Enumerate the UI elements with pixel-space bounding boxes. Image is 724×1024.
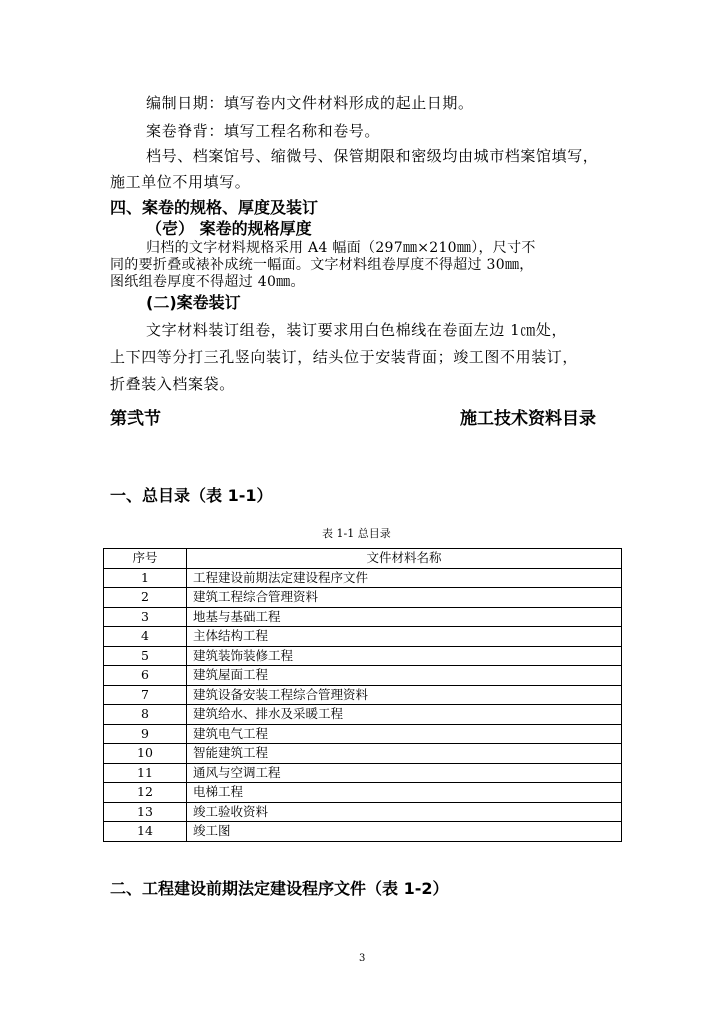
table-row <box>104 705 622 725</box>
catalog-table <box>103 548 622 842</box>
paragraph-archive-numbers-line2: 施工单位不用填写。 <box>110 173 251 191</box>
section-1-heading: 一、总目录（表 1-1） <box>110 486 273 505</box>
table-row <box>104 763 622 783</box>
table-row <box>104 724 622 744</box>
row-serial-number: 4 <box>104 627 187 647</box>
table-row <box>104 822 622 842</box>
row-document-name: 建筑电气工程 <box>187 724 622 744</box>
row-serial-number: 8 <box>104 705 187 725</box>
spec-paragraph-line3: 图纸组卷厚度不得超过 40㎜。 <box>110 274 305 290</box>
row-document-name: 竣工验收资料 <box>187 802 622 822</box>
row-serial-number: 1 <box>104 568 187 588</box>
row-document-name: 智能建筑工程 <box>187 744 622 764</box>
chapter-title: 施工技术资料目录 <box>460 409 596 429</box>
chapter-number: 第弐节 <box>110 409 161 429</box>
row-serial-number: 12 <box>104 783 187 803</box>
row-document-name: 工程建设前期法定建设程序文件 <box>187 568 622 588</box>
row-document-name: 电梯工程 <box>187 783 622 803</box>
section-2-heading: 二、工程建设前期法定建设程序文件（表 1-2） <box>110 879 449 898</box>
row-document-name: 主体结构工程 <box>187 627 622 647</box>
row-serial-number: 9 <box>104 724 187 744</box>
row-serial-number: 10 <box>104 744 187 764</box>
subsection-2-heading: (二)案卷装订 <box>146 293 241 312</box>
table-row <box>104 802 622 822</box>
row-document-name: 建筑给水、排水及采暖工程 <box>187 705 622 725</box>
subsection-1-heading: （壱） 案卷的规格厚度 <box>146 219 312 238</box>
row-document-name: 竣工图 <box>187 822 622 842</box>
header-document-name: 文件材料名称 <box>187 549 622 569</box>
table-row <box>104 568 622 588</box>
table-header-row <box>104 549 622 569</box>
row-serial-number: 3 <box>104 607 187 627</box>
header-serial-number: 序号 <box>104 549 187 569</box>
binding-paragraph-line2: 上下四等分打三孔竖向装订，结头位于安装背面；竣工图不用装订， <box>110 348 579 366</box>
table-row <box>104 607 622 627</box>
row-serial-number: 11 <box>104 763 187 783</box>
row-document-name: 建筑设备安装工程综合管理资料 <box>187 685 622 705</box>
row-serial-number: 14 <box>104 822 187 842</box>
table-caption: 表 1-1 总目录 <box>322 527 391 540</box>
table-row <box>104 627 622 647</box>
paragraph-spine: 案卷脊背：填写工程名称和卷号。 <box>146 122 381 140</box>
table-row <box>104 685 622 705</box>
paragraph-compile-date: 编制日期：填写卷内文件材料形成的起止日期。 <box>146 94 474 112</box>
table-row <box>104 588 622 608</box>
table-row <box>104 646 622 666</box>
row-serial-number: 6 <box>104 666 187 686</box>
row-serial-number: 2 <box>104 588 187 608</box>
binding-paragraph-line3: 折叠装入档案袋。 <box>110 375 235 393</box>
table-row <box>104 666 622 686</box>
row-serial-number: 13 <box>104 802 187 822</box>
row-document-name: 建筑工程综合管理资料 <box>187 588 622 608</box>
paragraph-archive-numbers-line1: 档号、档案馆号、缩微号、保管期限和密级均由城市档案馆填写， <box>146 147 599 165</box>
row-document-name: 建筑装饰装修工程 <box>187 646 622 666</box>
row-serial-number: 5 <box>104 646 187 666</box>
page-number: 3 <box>359 953 366 964</box>
spec-paragraph-line2: 同的要折叠或裱补成统一幅面。文字材料组卷厚度不得超过 30㎜， <box>110 257 534 273</box>
table-row <box>104 744 622 764</box>
spec-paragraph-line1: 归档的文字材料规格采用 A4 幅面（297㎜×210㎜），尺寸不 <box>146 240 536 256</box>
section-4-heading: 四、案卷的规格、厚度及装订 <box>110 198 319 217</box>
row-document-name: 建筑屋面工程 <box>187 666 622 686</box>
table-row <box>104 783 622 803</box>
row-serial-number: 7 <box>104 685 187 705</box>
row-document-name: 地基与基础工程 <box>187 607 622 627</box>
row-document-name: 通风与空调工程 <box>187 763 622 783</box>
binding-paragraph-line1: 文字材料装订组卷，装订要求用白色棉线在卷面左边 1㎝处， <box>146 321 568 339</box>
